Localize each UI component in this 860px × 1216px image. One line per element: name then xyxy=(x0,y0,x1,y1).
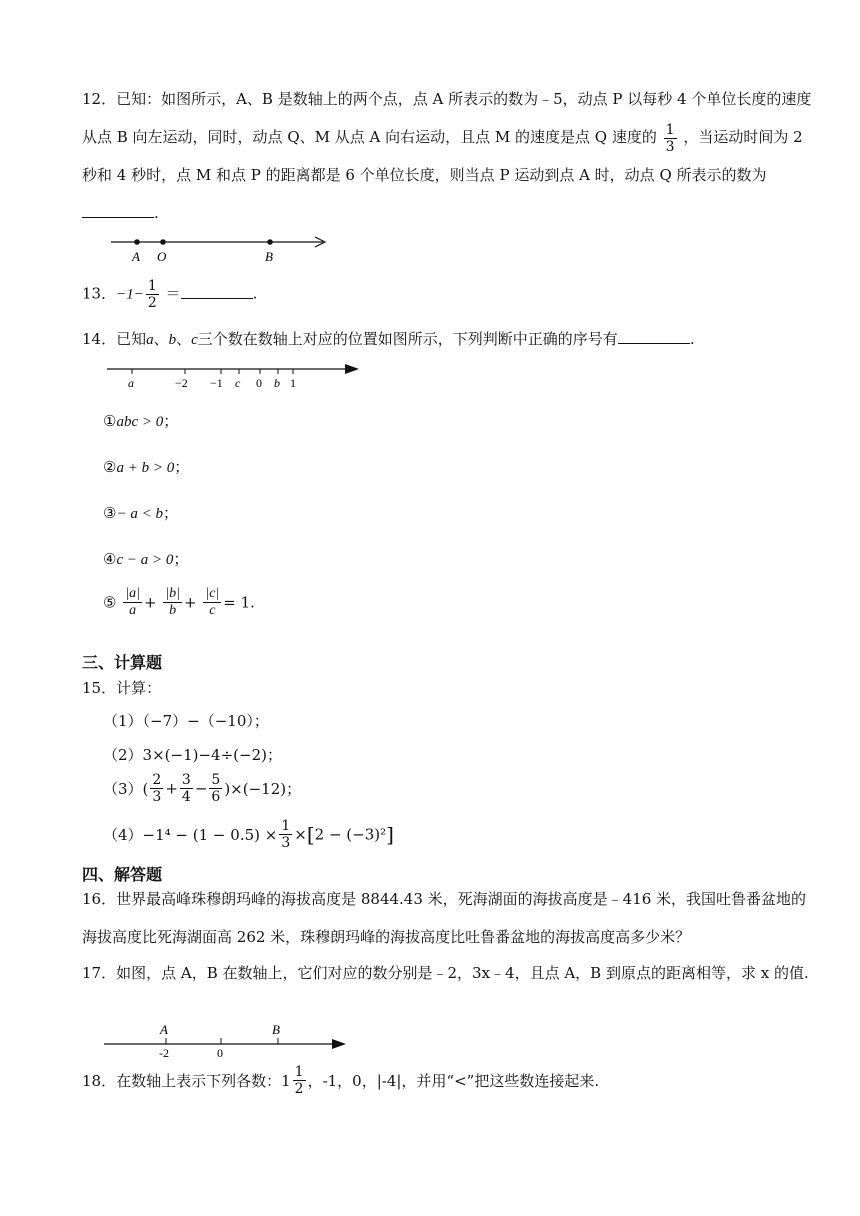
q15-part-1: （1）（−7）−（−10）； xyxy=(103,712,269,730)
question-12: 12．已知：如图所示，A、B 是数轴上的两个点，点 A 所表示的数为﹣5，动点 P 以每秒 4 个单位长度的速度从点 B 向左运动，同时，动点 Q、M 从点 A 向右运动，且点 M 的速度是点 Q 速度的 $\frac{1}{3}$ ，当运动时间为 2 秒和 4 秒时，点 M 和点 P 的距离都是 6 个单位长度，则当点 P 运动到点 A 时，动点 Q 所表示的数为. xyxy=(82,90,812,222)
q12-label-o: O xyxy=(157,249,167,264)
question-16: 16．世界最高峰珠穆朗玛峰的海拔高度是 8844.43 米，死海湖面的海拔高度是﹣416 米，我国吐鲁番盆地的海拔高度比死海湖面高 262 米，珠穆朗玛峰的海拔高度比吐鲁番盆地的海拔高度高多少米？ xyxy=(82,890,807,946)
question-13: 13．−1− $\frac{1}{2}$ ＝ . xyxy=(82,278,258,311)
q12-point-a xyxy=(134,239,140,245)
q12-text-b: ，当运动时间为 2 秒和 4 秒时，点 M 和点 P 的距离都是 6 个单位长度，则当点 P 运动到点 A 时，动点 Q 所表示的数为 xyxy=(82,128,803,184)
q12-label-a: A xyxy=(132,249,140,264)
q14-answer-blank[interactable] xyxy=(618,329,690,344)
q15-part-3: （3）( $\frac{2}{3}$ + $\frac{3}{4}$ − $\frac{5}{6}$ )×(−12)； xyxy=(103,772,302,805)
q17-label-0: 0 xyxy=(217,1046,223,1060)
q15-part-2: （2）3×(−1)−4÷(−2)； xyxy=(103,746,282,764)
q17-label-minus2: -2 xyxy=(159,1046,169,1060)
q15-title: 15．计算： xyxy=(82,679,162,697)
question-17: 17．如图，点 A，B 在数轴上，它们对应的数分别是﹣2，3x﹣4，且点 A，B 到原点的距离相等，求 x 的值. xyxy=(82,964,809,982)
q17-number-line xyxy=(100,1020,350,1060)
q14-label-0: 0 xyxy=(256,376,262,390)
q14-number-line xyxy=(105,360,365,392)
q14-option-3: ③− a < b； xyxy=(103,504,178,522)
q12-label-b: B xyxy=(265,249,273,264)
q14-label-c: c xyxy=(235,376,241,390)
q15-part-4: （4）−1⁴ − (1 − 0.5) × $\frac{1}{3}$ ×[2 − (−3)²] xyxy=(103,818,394,851)
q14-option-2: ②a + b > 0； xyxy=(103,458,190,476)
q14-label-b: b xyxy=(274,376,280,390)
q14-option-1: ①abc > 0； xyxy=(103,412,179,430)
q13-answer-blank[interactable] xyxy=(181,284,253,299)
q12-fraction: $\frac{1}{3}$ xyxy=(665,121,675,155)
q14-option-4: ④c − a > 0； xyxy=(103,550,189,568)
q13-fraction: $\frac{1}{2}$ xyxy=(147,278,157,311)
q17-label-b: B xyxy=(272,1022,280,1037)
q14-option-5: ⑤ $\frac{|a|}{a}$ + $\frac{|b|}{b}$ + $\frac{|c|}{c}$ = 1. xyxy=(103,586,255,618)
q12-text-a: 12．已知：如图所示，A、B 是数轴上的两个点，点 A 所表示的数为﹣5，动点 P 以每秒 4 个单位长度的速度从点 B 向左运动，同时，动点 Q、M 从点 A 向右运动，且点 M 的速度是点 Q 速度的 xyxy=(82,90,812,146)
q12-number-line xyxy=(105,230,335,266)
q14-label-1: 1 xyxy=(290,376,296,390)
question-14: 14．已知a、b、c三个数在数轴上对应的位置如图所示，下列判断中正确的序号有 . xyxy=(82,330,695,348)
q17-label-a: A xyxy=(160,1022,168,1037)
q12-answer-blank[interactable] xyxy=(82,203,154,218)
q12-point-o xyxy=(160,239,166,245)
q14-label-minus2: −2 xyxy=(175,376,188,390)
question-18: 18．在数轴上表示下列各数：1 $\frac{1}{2}$ ，-1，0，|-4|，并用“<”把这些数连接起来. xyxy=(82,1064,600,1097)
section-3-heading: 三、计算题 xyxy=(82,653,163,672)
section-4-heading: 四、解答题 xyxy=(82,865,163,884)
q12-point-b xyxy=(267,239,273,245)
q13-expr: −1− xyxy=(116,286,144,303)
q14-label-a: a xyxy=(128,376,134,390)
q14-label-minus1: −1 xyxy=(210,376,223,390)
